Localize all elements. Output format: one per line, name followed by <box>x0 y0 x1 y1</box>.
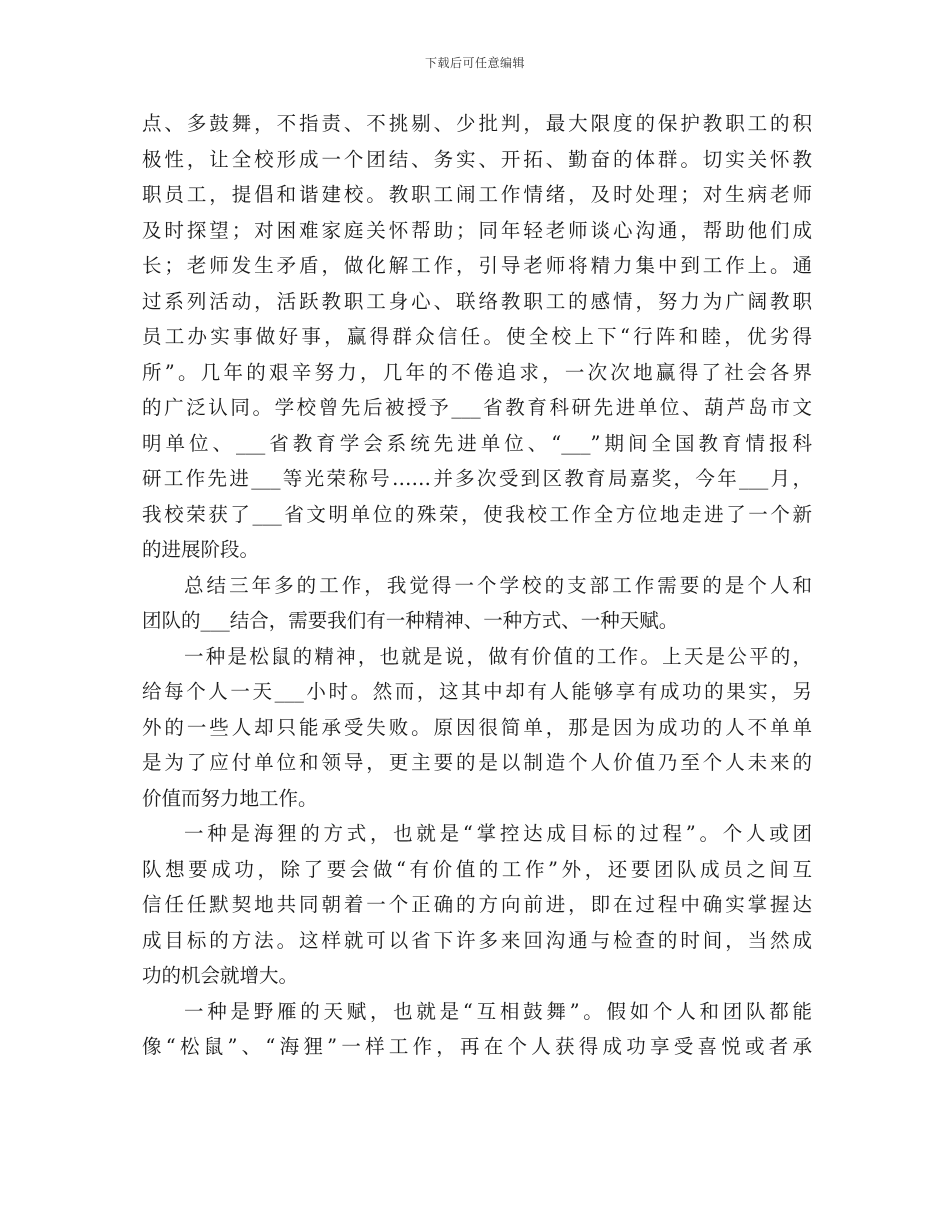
text-line: 明单位、___省教育学会系统先进单位、“___”期间全国教育情报科 <box>142 431 812 455</box>
page-header: 下载后可任意编辑 <box>424 56 525 70</box>
text-line: 职员工，提倡和谐建校。教职工闹工作情绪，及时处理；对生病老师 <box>142 183 812 206</box>
text-line: 信任任默契地共同朝着一个正确的方向前进，即在过程中确实掌握达 <box>142 893 812 916</box>
text-line: 总结三年多的工作，我觉得一个学校的支部工作需要的是个人和 <box>184 573 812 597</box>
document-body <box>142 106 812 1065</box>
text-line: 我校荣获了___省文明单位的殊荣，使我校工作全方位地走进了一个新 <box>142 502 812 526</box>
text-line: 一种是野雁的天赋，也就是“互相鼓舞”。假如个人和团队都能 <box>184 999 812 1023</box>
text-line: 功的机会就增大。 <box>142 964 299 987</box>
text-line: 研工作先进___等光荣称号……并多次受到区教育局嘉奖，今年___月， <box>142 467 812 490</box>
text-line: 是为了应付单位和领导，更主要的是以制造个人价值乃至个人未来的 <box>142 751 812 774</box>
text-line: 外的一些人却只能承受失败。原因很简单，那是因为成功的人不单单 <box>142 715 812 739</box>
text-line: 像“松鼠”、“海狸”一样工作，再在个人获得成功享受喜悦或者承 <box>142 1035 812 1058</box>
text-line: 成目标的方法。这样就可以省下许多来回沟通与检查的时间，当然成 <box>142 928 812 952</box>
text-line: 及时探望；对困难家庭关怀帮助；同年轻老师谈心沟通，帮助他们成 <box>142 218 812 242</box>
text-line: 点、多鼓舞，不指责、不挑剔、少批判，最大限度的保护教职工的积 <box>142 112 812 135</box>
text-line: 极性，让全校形成一个团结、务实、开拓、勤奋的体群。切实关怀教 <box>142 147 812 171</box>
text-line: 团队的___结合，需要我们有一种精神、一种方式、一种天赋。 <box>142 609 679 632</box>
text-line: 员工办实事做好事，赢得群众信任。使全校上下“行阵和睦，优劣得 <box>142 325 812 348</box>
text-line: 的广泛认同。学校曾先后被授予___省教育科研先进单位、葫芦岛市文 <box>142 396 812 419</box>
text-line: 一种是松鼠的精神，也就是说，做有价值的工作。上天是公平的， <box>184 644 812 668</box>
text-line: 长；老师发生矛盾，做化解工作，引导老师将精力集中到工作上。通 <box>142 254 812 277</box>
text-line: 过系列活动，活跃教职工身心、联络教职工的感情，努力为广阔教职 <box>142 289 812 313</box>
text-line: 所”。几年的艰辛努力，几年的不倦追求，一次次地赢得了社会各界 <box>142 360 812 384</box>
text-line: 的进展阶段。 <box>142 538 260 561</box>
text-line: 给每个人一天___小时。然而，这其中却有人能够享有成功的果实，另 <box>142 680 812 703</box>
text-line: 队想要成功，除了要会做“有价值的工作”外，还要团队成员之间互 <box>142 857 812 881</box>
text-line: 一种是海狸的方式，也就是“掌控达成目标的过程”。个人或团 <box>184 822 812 845</box>
text-line: 价值而努力地工作。 <box>142 786 318 810</box>
